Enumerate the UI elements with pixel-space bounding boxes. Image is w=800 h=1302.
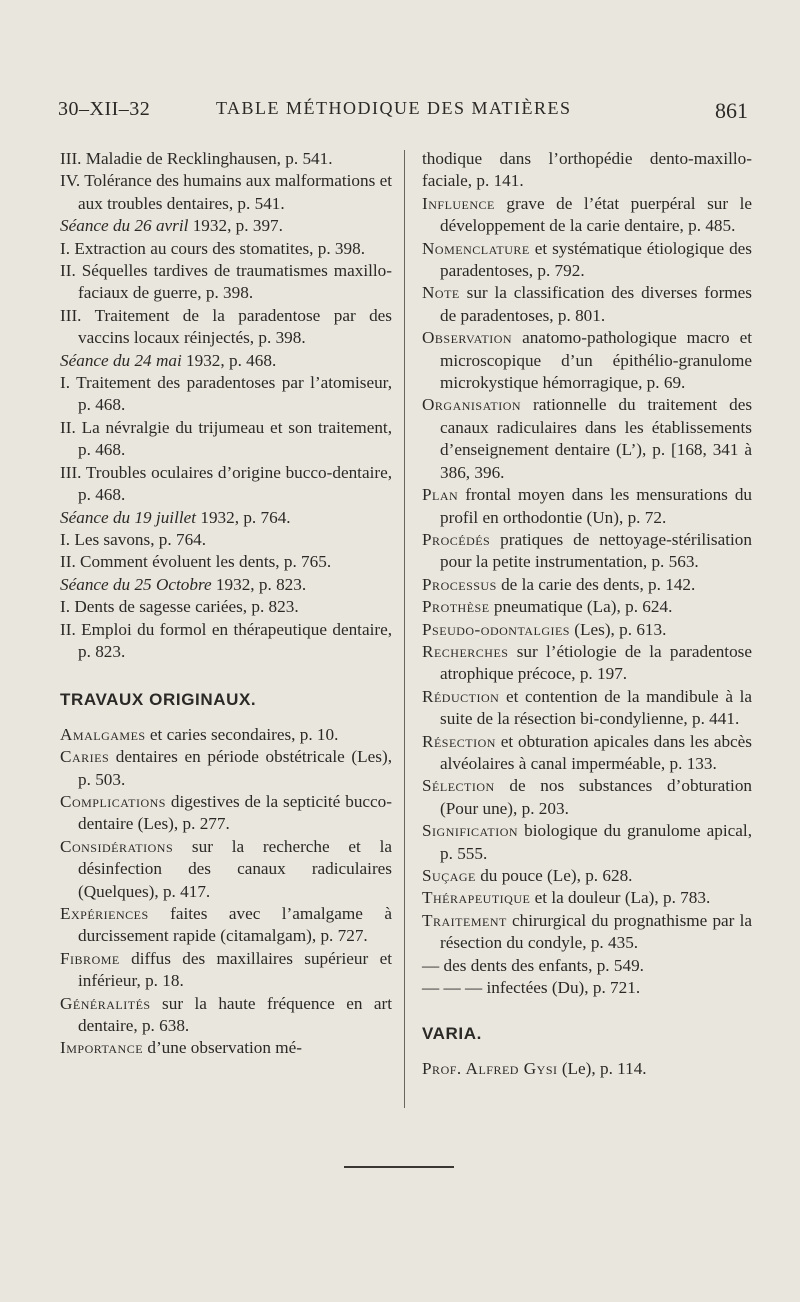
index-entry: II. La névralgie du trijumeau et son traitement, p. 468.: [60, 417, 392, 460]
index-entry: I. Extraction au cours des stomatites, p. 398.: [60, 238, 366, 258]
index-entry: Expériences faites avec l’amalgame à durcissement rapide (citamalgam), p. 727.: [60, 904, 392, 946]
index-entry: Thérapeutique et la douleur (La), p. 783.: [422, 888, 711, 908]
seance-heading: Séance du 24 mai 1932, p. 468.: [60, 350, 277, 370]
seance-heading: Séance du 26 avril 1932, p. 397.: [60, 216, 283, 236]
index-entry: I. Les savons, p. 764.: [60, 529, 207, 549]
column-divider: [404, 150, 405, 1108]
index-entry: Procédés pratiques de nettoyage-stérilisation pour la petite instrumentation, p. 563.: [422, 529, 752, 572]
index-entry: Suçage du pouce (Le), p. 628.: [422, 866, 633, 885]
index-entry: III. Traitement de la paradentose par des vaccins locaux réinjectés, p. 398.: [60, 305, 392, 348]
header-date: 30–XII–32: [58, 98, 151, 120]
index-entry: Observation anatomo-pathologique macro et microscopique d’un épithélio-granulome microkystique hémorragique, p. 69.: [422, 328, 753, 393]
right-column: [422, 148, 752, 1080]
index-entry: Généralités sur la haute fréquence en art dentaire, p. 638.: [60, 993, 392, 1036]
index-entry: Prof. Alfred Gysi (Le), p. 114.: [422, 1058, 647, 1078]
index-entry: Nomenclature et systématique étiologique des paradentoses, p. 792.: [422, 238, 752, 281]
index-entry: Influence grave de l’état puerpéral sur le développement de la carie dentaire, p. 485.: [422, 193, 753, 236]
index-entry: Résection et obturation apicales dans les abcès alvéolaires à canal imperméable, p. 133.: [422, 731, 752, 773]
page-number: 861: [715, 98, 748, 123]
index-entry: Amalgames et caries secondaires, p. 10.: [60, 724, 339, 744]
index-entry: III. Troubles oculaires d’origine bucco-dentaire, p. 468.: [60, 462, 392, 505]
index-entry-dash: — — — infectées (Du), p. 721.: [422, 978, 641, 998]
page-header: [58, 98, 748, 132]
index-entry: III. Maladie de Recklinghausen, p. 541.: [60, 149, 333, 168]
index-entry: Fibrome diffus des maxillaires supérieur et inférieur, p. 18.: [60, 948, 392, 991]
index-entry: II. Séquelles tardives de traumatismes maxillo-faciaux de guerre, p. 398.: [60, 261, 392, 303]
index-entry: Pseudo-odontalgies (Les), p. 613.: [422, 619, 667, 639]
index-entry-dash: — des dents des enfants, p. 549.: [422, 955, 644, 975]
index-entry: II. Emploi du formol en thérapeutique dentaire, p. 823.: [60, 619, 392, 661]
seance-heading: Séance du 25 Octobre 1932, p. 823.: [60, 574, 307, 594]
index-entry: Traitement chirurgical du prognathisme par la résection du condyle, p. 435.: [422, 910, 752, 953]
index-entry: Complications digestives de la septicité bucco-dentaire (Les), p. 277.: [60, 791, 392, 834]
index-entry: Note sur la classification des diverses formes de paradentoses, p. 801.: [422, 283, 752, 325]
index-entry: Prothèse pneumatique (La), p. 624.: [422, 597, 673, 617]
index-entry: Plan frontal moyen dans les mensurations du profil en orthodontie (Un), p. 72.: [422, 485, 753, 527]
section-heading-varia: VARIA.: [422, 1024, 482, 1044]
index-entry: Réduction et contention de la mandibule à la suite de la résection bi-condylienne, p. 441.: [422, 686, 753, 729]
index-entry: II. Comment évoluent les dents, p. 765.: [60, 552, 332, 572]
index-entry: Processus de la carie des dents, p. 142.: [422, 574, 696, 594]
index-entry: Signification biologique du granulome apical, p. 555.: [422, 821, 752, 863]
header-title: TABLE MÉTHODIQUE DES MATIÈRES: [216, 98, 572, 118]
index-entry: I. Traitement des paradentoses par l’atomiseur, p. 468.: [60, 373, 392, 415]
index-entry: I. Dents de sagesse cariées, p. 823.: [60, 597, 299, 617]
index-entry: Considérations sur la recherche et la désinfection des canaux radiculaires (Quelques), p. 417.: [60, 836, 393, 901]
closing-rule: [344, 1166, 454, 1168]
index-entry-continuation: thodique dans l’orthopédie dento-maxillo-faciale, p. 141.: [422, 149, 752, 191]
index-entry: Organisation rationnelle du traitement des canaux radiculaires dans les établissements d’enseignement dentaire (L’), p. [168, 341 à 386, 396.: [422, 395, 753, 482]
section-heading-travaux: TRAVAUX ORIGINAUX.: [60, 690, 257, 710]
index-entry: Recherches sur l’étiologie de la paradentose atrophique précoce, p. 197.: [422, 641, 752, 684]
index-entry: IV. Tolérance des humains aux malformations et aux troubles dentaires, p. 541.: [60, 171, 392, 213]
index-entry: Caries dentaires en période obstétricale (Les), p. 503.: [60, 747, 392, 789]
index-entry: Sélection de nos substances d’obturation (Pour une), p. 203.: [422, 776, 753, 818]
seance-heading: Séance du 19 juillet 1932, p. 764.: [60, 507, 291, 527]
index-entry: Importance d’une observation mé-: [60, 1038, 302, 1058]
left-column: [60, 148, 392, 1060]
